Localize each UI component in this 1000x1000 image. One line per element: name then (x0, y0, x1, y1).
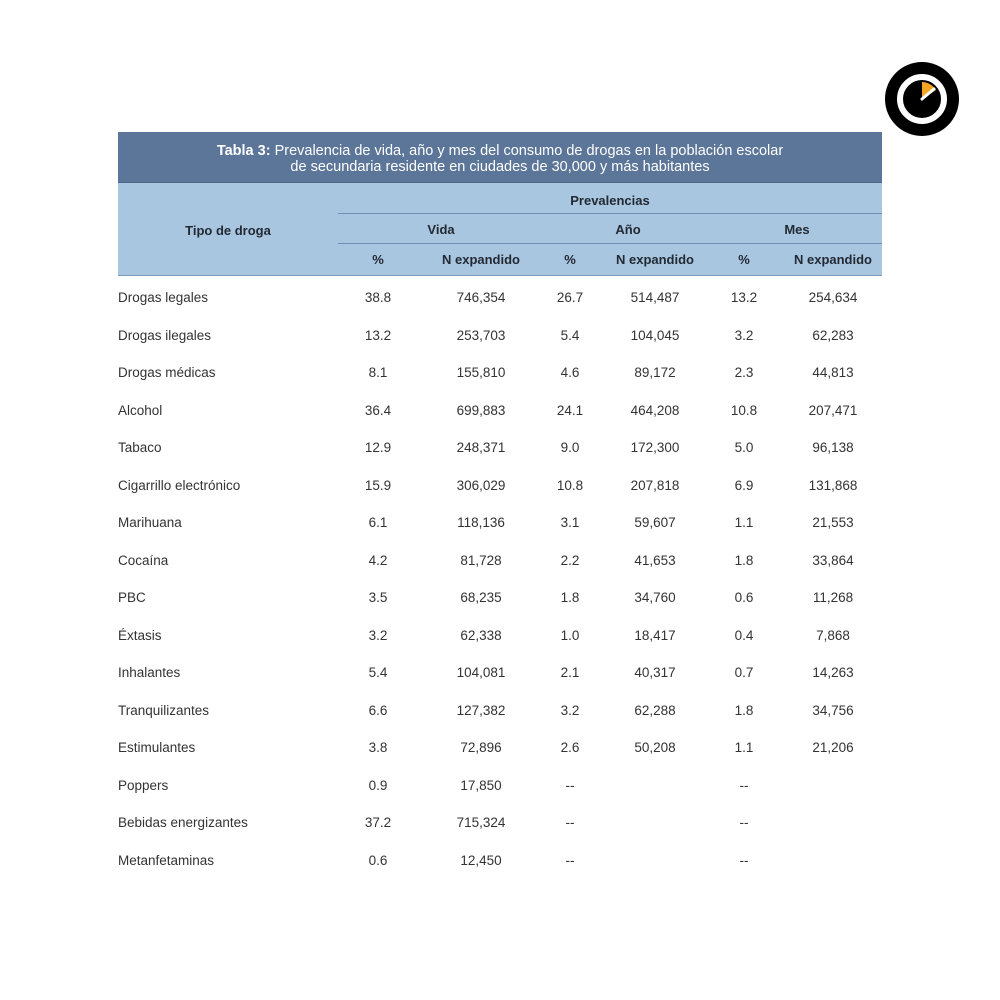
cell-vida-pct: 13.2 (364, 327, 392, 343)
cell-vida-n: 127,382 (456, 702, 506, 718)
cell-anio-pct: 10.8 (556, 477, 584, 493)
cell-mes-pct: 0.7 (734, 665, 754, 680)
table-row (118, 801, 882, 839)
cell-anio-pct: 2.6 (560, 740, 580, 755)
table-row (118, 539, 882, 577)
header-vida: Vida (427, 222, 455, 237)
cell-vida-pct: 8.1 (368, 365, 388, 380)
table-row (118, 389, 882, 427)
cell-anio-pct: -- (565, 777, 575, 793)
cell-vida-pct: 12.9 (364, 440, 392, 455)
header-divider-top (338, 213, 882, 214)
cell-vida-n: 253,703 (456, 327, 506, 343)
cell-vida-pct: 4.2 (368, 552, 388, 568)
cell-mes-n: 62,283 (812, 327, 854, 343)
cell-anio-n: 62,288 (634, 702, 676, 718)
cell-mes-n: 96,138 (812, 440, 854, 455)
cell-anio-n: 514,487 (630, 290, 680, 305)
table-row (118, 426, 882, 464)
table-row (118, 839, 882, 877)
cell-vida-n: 62,338 (460, 627, 502, 643)
cell-anio-pct: 9.0 (560, 440, 580, 455)
cell-vida-n: 306,029 (456, 477, 506, 493)
cell-mes-n: 131,868 (808, 477, 858, 493)
table-row (118, 276, 882, 314)
cell-anio-n: 40,317 (634, 665, 676, 680)
cell-vida-n: 248,371 (456, 440, 506, 455)
table-title (118, 132, 882, 183)
cell-vida-n: 12,450 (460, 852, 502, 868)
cell-tipo-de-droga: Tabaco (118, 440, 162, 455)
header-vida-pct: % (372, 252, 384, 267)
cell-anio-pct: 2.1 (560, 665, 580, 680)
cell-anio-n: 207,818 (630, 477, 680, 493)
cell-anio-pct: 24.1 (556, 402, 584, 418)
cell-vida-n: 17,850 (460, 777, 502, 793)
cell-anio-pct: -- (565, 815, 575, 830)
table-row (118, 464, 882, 502)
cell-mes-pct: 0.6 (734, 590, 754, 605)
cell-anio-n: 50,208 (634, 740, 676, 755)
cell-mes-pct: 1.1 (734, 740, 754, 755)
drug-prevalence-table (118, 132, 882, 876)
cell-mes-pct: 0.4 (734, 627, 754, 643)
cell-tipo-de-droga: Metanfetaminas (118, 852, 215, 868)
cell-anio-pct: 1.8 (560, 590, 580, 605)
cell-mes-n: 7,868 (816, 627, 850, 643)
cell-tipo-de-droga: Drogas médicas (118, 365, 216, 380)
cell-mes-n: 44,813 (812, 365, 854, 380)
header-anio-n: N expandido (615, 252, 694, 267)
table-row (118, 351, 882, 389)
table-header (118, 183, 882, 276)
table-title-line1: Prevalencia de vida, año y mes del consumo de drogas en la población escolar (274, 143, 784, 159)
header-divider-bottom (338, 243, 882, 244)
cell-mes-pct: 1.8 (734, 702, 754, 718)
cell-vida-n: 104,081 (456, 665, 506, 680)
cell-anio-pct: 3.2 (560, 702, 580, 718)
cell-vida-n: 72,896 (460, 740, 502, 755)
cell-mes-n: 11,268 (812, 590, 854, 605)
cell-tipo-de-droga: Cigarrillo electrónico (118, 477, 241, 493)
table-title-prefix: Tabla 3: (216, 143, 271, 159)
cell-tipo-de-droga: Tranquilizantes (118, 702, 210, 718)
cell-anio-n: 41,653 (634, 552, 676, 568)
cell-vida-pct: 6.1 (368, 515, 388, 530)
cell-anio-pct: 4.6 (560, 365, 580, 380)
cell-vida-pct: 3.8 (368, 740, 388, 755)
header-tipo-de-droga: Tipo de droga (185, 223, 271, 238)
cell-mes-n: 207,471 (808, 402, 858, 418)
cell-vida-n: 155,810 (456, 365, 506, 380)
cell-mes-pct: 3.2 (734, 327, 754, 343)
cell-vida-pct: 0.9 (368, 777, 388, 793)
cell-mes-pct: 10.8 (730, 402, 758, 418)
cell-mes-n: 33,864 (812, 552, 854, 568)
table-title-line2: de secundaria residente en ciudades de 30,000 y más habitantes (290, 159, 710, 175)
cell-tipo-de-droga: Drogas ilegales (118, 327, 212, 343)
cell-tipo-de-droga: Poppers (118, 777, 169, 793)
table-row (118, 576, 882, 614)
cell-mes-pct: 6.9 (734, 477, 754, 493)
cell-tipo-de-droga: Éxtasis (118, 627, 162, 643)
header-prevalencias: Prevalencias (570, 193, 650, 208)
cell-mes-n: 254,634 (808, 290, 858, 305)
cell-mes-n: 21,553 (812, 515, 854, 530)
table-row (118, 726, 882, 764)
cell-vida-n: 68,235 (460, 590, 502, 605)
table-row (118, 764, 882, 802)
cell-tipo-de-droga: Marihuana (118, 515, 182, 530)
cell-vida-pct: 3.2 (368, 627, 388, 643)
cell-mes-pct: 1.1 (734, 515, 754, 530)
table-row (118, 689, 882, 727)
header-mes-n: N expandido (793, 252, 872, 267)
cell-mes-n: 21,206 (812, 740, 854, 755)
cell-anio-pct: -- (565, 852, 575, 868)
logo-icon (885, 62, 959, 136)
cell-vida-pct: 3.5 (368, 590, 388, 605)
cell-anio-n: 59,607 (634, 515, 676, 530)
cell-tipo-de-droga: Drogas legales (118, 290, 209, 305)
table-row (118, 651, 882, 689)
cell-mes-n: 34,756 (812, 702, 854, 718)
cell-vida-pct: 0.6 (368, 852, 388, 868)
cell-mes-pct: 1.8 (734, 552, 754, 568)
cell-vida-pct: 15.9 (364, 477, 392, 493)
header-mes-pct: % (738, 252, 750, 267)
cell-mes-pct: -- (739, 815, 749, 830)
table-row (118, 314, 882, 352)
cell-anio-n: 104,045 (630, 327, 680, 343)
cell-tipo-de-droga: Estimulantes (118, 740, 196, 755)
cell-anio-n: 89,172 (634, 365, 676, 380)
cell-anio-n: 172,300 (630, 440, 680, 455)
cell-vida-n: 699,883 (456, 402, 506, 418)
header-vida-n: N expandido (441, 252, 520, 267)
cell-mes-pct: 5.0 (734, 440, 754, 455)
header-mes: Mes (784, 222, 810, 237)
cell-mes-pct: 2.3 (734, 365, 754, 380)
cell-tipo-de-droga: Bebidas energizantes (118, 815, 248, 830)
cell-anio-pct: 3.1 (560, 515, 580, 530)
table-row (118, 614, 882, 652)
cell-vida-pct: 36.4 (364, 402, 392, 418)
cell-mes-pct: 13.2 (730, 290, 758, 305)
cell-vida-n: 81,728 (460, 552, 502, 568)
cell-anio-pct: 1.0 (560, 627, 580, 643)
header-anio-pct: % (564, 252, 576, 267)
cell-anio-pct: 5.4 (560, 327, 580, 343)
cell-vida-pct: 37.2 (364, 815, 392, 830)
cell-vida-n: 746,354 (456, 290, 506, 305)
cell-vida-pct: 6.6 (368, 702, 388, 718)
cell-tipo-de-droga: Inhalantes (118, 665, 181, 680)
cell-vida-n: 715,324 (456, 815, 506, 830)
cell-anio-pct: 2.2 (560, 552, 580, 568)
cell-anio-n: 18,417 (634, 627, 676, 643)
cell-mes-pct: -- (739, 777, 749, 793)
cell-anio-n: 34,760 (634, 590, 676, 605)
cell-anio-pct: 26.7 (556, 290, 584, 305)
cell-mes-pct: -- (739, 852, 749, 868)
table-body (118, 276, 882, 876)
cell-anio-n: 464,208 (630, 402, 680, 418)
cell-mes-n: 14,263 (812, 665, 854, 680)
table-row (118, 501, 882, 539)
cell-vida-pct: 38.8 (364, 290, 392, 305)
cell-vida-pct: 5.4 (368, 665, 388, 680)
cell-tipo-de-droga: Cocaína (118, 552, 169, 568)
cell-vida-n: 118,136 (457, 515, 505, 530)
header-anio: Año (615, 222, 641, 237)
cell-tipo-de-droga: Alcohol (118, 402, 163, 418)
cell-tipo-de-droga: PBC (118, 590, 146, 605)
